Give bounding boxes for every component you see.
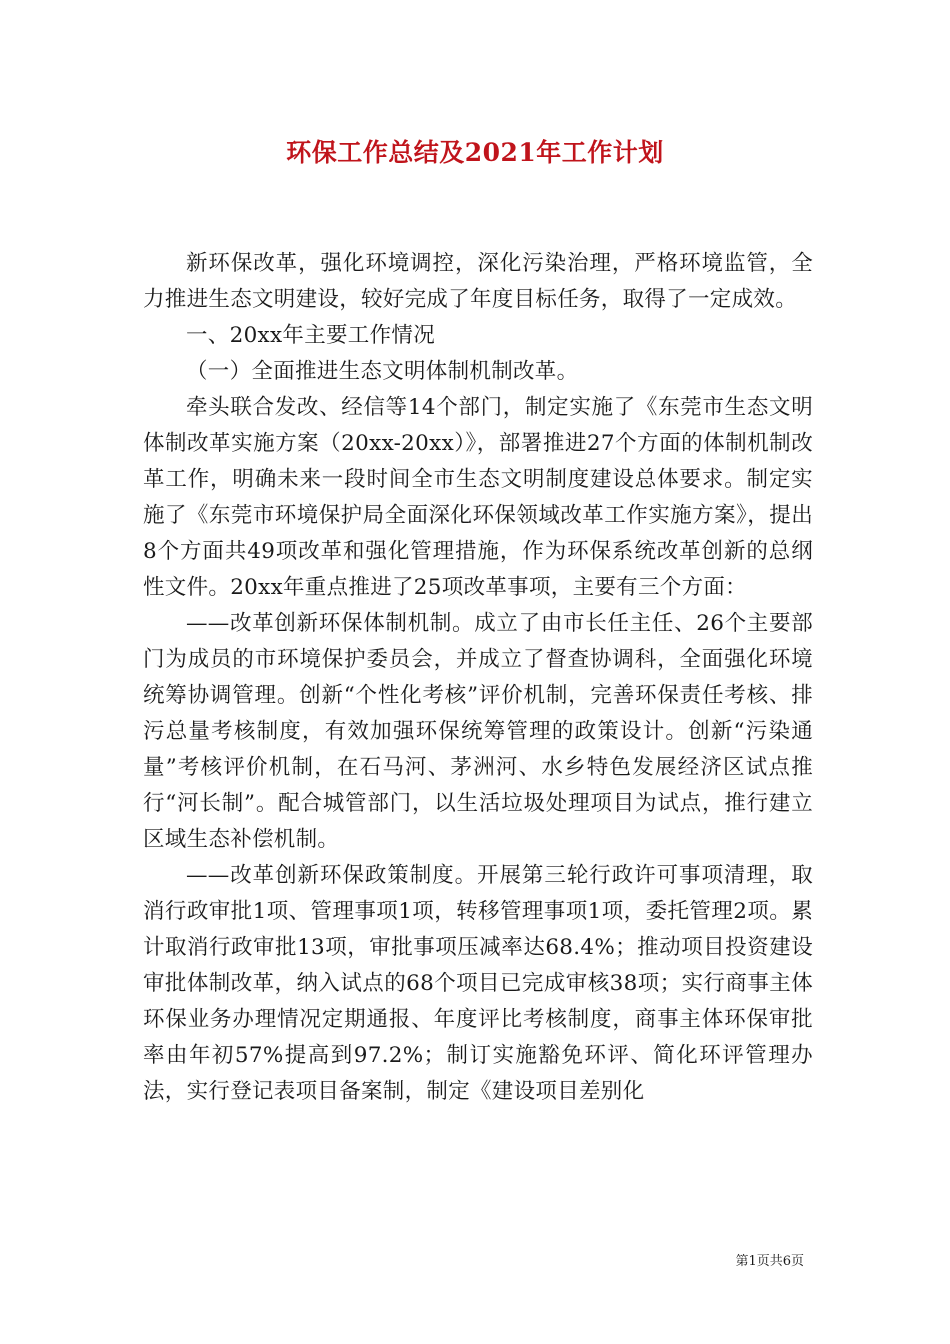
body-paragraph: ——改革创新环保体制机制。成立了由市长任主任、26个主要部门为成员的市环境保护委员会，并成立了督查协调科，全面强化环境统筹协调管理。创新“个性化考核”评价机制，完善环保责任考核、排污总量考核制度，有效加强环保统筹管理的政策设计。创新“污染通量”考核评价机制，在石马河、茅洲河、水乡特色发展经济区试点推行“河长制”。配合城管部门，以生活垃圾处理项目为试点，推行建立区域生态补偿机制。 — [143, 611, 813, 852]
document-body — [143, 246, 813, 1110]
page-number: 第1页共6页 — [735, 1254, 804, 1269]
intro-paragraph: 新环保改革，强化环境调控，深化污染治理，严格环境监管，全力推进生态文明建设，较好完成了年度目标任务，取得了一定成效。 — [143, 251, 813, 312]
body-paragraph: 牵头联合发改、经信等14个部门，制定实施了《东莞市生态文明体制改革实施方案（20xx-20xx）》，部署推进27个方面的体制机制改革工作，明确未来一段时间全市生态文明制度建设总体要求。制定实施了《东莞市环境保护局全面深化环保领域改革工作实施方案》，提出8个方面共49项改革和强化管理措施，作为环保系统改革创新的总纲性文件。20xx年重点推进了25项改革事项，主要有三个方面： — [143, 395, 813, 600]
subsection-heading: （一）全面推进生态文明体制机制改革。 — [186, 359, 579, 384]
section-heading: 一、20xx年主要工作情况 — [186, 323, 436, 348]
body-paragraph: ——改革创新环保政策制度。开展第三轮行政许可事项清理，取消行政审批1项、管理事项1项，转移管理事项1项，委托管理2项。累计取消行政审批13项，审批事项压减率达68.4%；推动项目投资建设审批体制改革，纳入试点的68个项目已完成审核38项；实行商事主体环保业务办理情况定期通报、年度评比考核制度，商事主体环保审批率由年初57%提高到97.2%；制订实施豁免环评、简化环评管理办法，实行登记表项目备案制，制定《建设项目差别化 — [143, 863, 813, 1104]
page-title: 环保工作总结及2021年工作计划 — [286, 138, 664, 167]
